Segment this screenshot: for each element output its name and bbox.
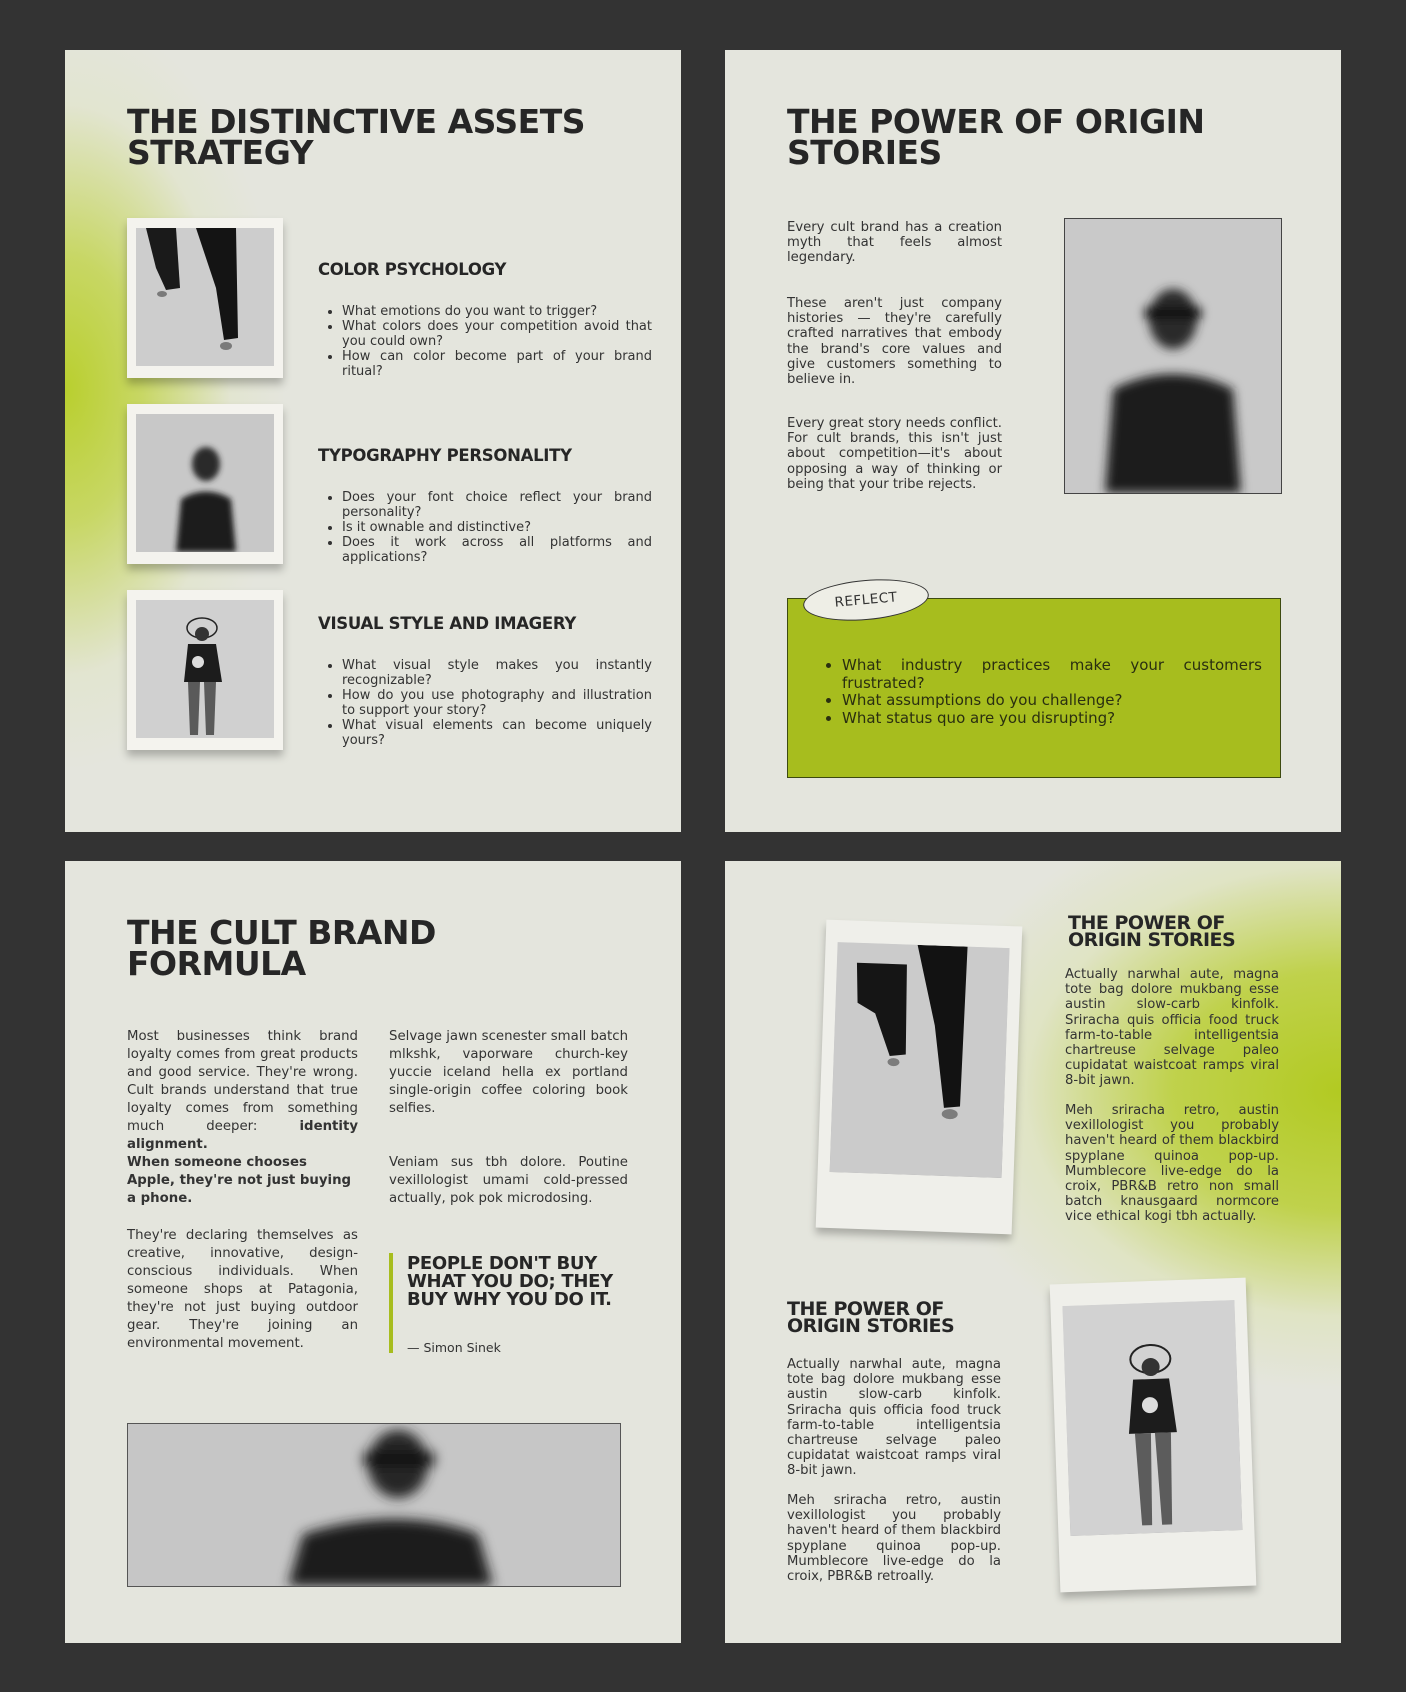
photo-legs [136,228,274,366]
reflect-list [818,657,1262,727]
section-heading: COLOR PSYCHOLOGY [318,260,507,279]
paragraph: These aren't just company histories — they're carefully crafted narratives that embody the brand's core values and give customers something to believe in. [787,296,1002,388]
paragraph: Actually narwhal aute, magna tote bag dolore mukbang esse austin slow-carb kinfolk. Sriracha quis officia food truck farm-to-table intelligentsia chartreuse selvage paleo cupidatat waistcoat ramps viral 8-bit jawn. [1065,967,1279,1089]
reflect-label: REFLECT [801,575,930,626]
reflect-box [787,598,1281,778]
bullet-item: • What industry practices make your customers frustrated? [842,657,1262,692]
bullet-item: • What visual style makes you instantly recognizable? [342,658,652,688]
section-heading: TYPOGRAPHY PERSONALITY [318,446,572,465]
paragraph: They're declaring themselves as creative, innovative, design-conscious individuals. When someone shops at Patagonia, they're not just buying outdoor gear. They're joining an environmental movement. [127,1228,358,1351]
photo-person-with-hat [136,600,274,738]
section-heading: VISUAL STYLE AND IMAGERY [318,614,577,633]
bullet-item: • What assumptions do you challenge? [842,692,1262,710]
section-title: THE POWER OF ORIGIN STORIES [1068,912,1236,951]
photo-legs [830,942,1010,1178]
paragraph-bold: When someone chooses Apple, they're not just buying a phone. [127,1155,352,1206]
page-title: THE DISTINCTIVE ASSETS STRATEGY [127,102,585,172]
polaroid-frame [1050,1278,1257,1593]
quote-bar [389,1253,393,1353]
polaroid-frame [816,920,1023,1235]
paragraph: Selvage jawn scenester small batch mlkshk, vaporware church-key yuccie iceland hella ex portland single-origin coffee coloring book selfies. [389,1029,628,1116]
photo-frame [127,590,283,750]
page-origin-stories-polaroids [725,861,1341,1643]
bullet-item: • Does your font choice reflect your brand personality? [342,490,652,520]
photo-frame [127,404,283,564]
paragraph: Veniam sus tbh dolore. Poutine vexillologist umami cold-pressed actually, pok pok microdosing. [389,1155,628,1206]
photo-person-with-hat [1062,1300,1242,1536]
bullet-item: • How can color become part of your brand ritual? [342,349,652,379]
bullet-item: • Is it ownable and distinctive? [342,520,652,535]
paragraph: Meh sriracha retro, austin vexillologist you probably haven't heard of them blackbird spyplane quinoa pop-up. Mumblecore live-edge do la croix, PBR&B retroally. [787,1493,1001,1585]
photo-blurred-banner [127,1423,621,1587]
page-distinctive-assets [65,50,681,832]
paragraph: Meh sriracha retro, austin vexillologist you probably haven't heard of them blackbird spyplane quinoa pop-up. Mumblecore live-edge do la croix, PBR&B retro non small batch knausgaard normcore vice ethical kogi tbh actually. [1065,1103,1279,1225]
bullet-item: • What colors does your competition avoid that you could own? [342,319,652,349]
page-origin-stories [725,50,1341,832]
pull-quote: PEOPLE DON'T BUY WHAT YOU DO; THEY BUY WHY YOU DO IT. [407,1253,613,1310]
paragraph: Every cult brand has a creation myth that feels almost legendary. [787,220,1002,266]
page-cult-brand-formula [65,861,681,1643]
bullet-list [318,658,652,748]
paragraph: Every great story needs conflict. For cult brands, this isn't just about competition—it's about opposing a way of thinking or being that your tribe rejects. [787,416,1002,492]
bullet-item: • How do you use photography and illustration to support your story? [342,688,652,718]
photo-blurred-person [136,414,274,552]
page-title: THE POWER OF ORIGIN STORIES [787,102,1205,172]
bullet-item: • What visual elements can become uniquely yours? [342,718,652,748]
photo-blurred-portrait [1064,218,1282,494]
paragraph: Actually narwhal aute, magna tote bag dolore mukbang esse austin slow-carb kinfolk. Sriracha quis officia food truck farm-to-table intelligentsia chartreuse selvage paleo cupidatat waistcoat ramps viral 8-bit jawn. [787,1357,1001,1479]
bullet-item: • What emotions do you want to trigger? [342,304,652,319]
paragraph: Most businesses think brand loyalty comes from great products and good service. They're wrong. Cult brands understand that true loyalty comes from something much deeper: identity alignment. [127,1029,358,1152]
bullet-list [318,304,652,379]
bullet-item: • What status quo are you disrupting? [842,710,1262,728]
photo-frame [127,218,283,378]
bullet-list [318,490,652,565]
page-title: THE CULT BRAND FORMULA [127,913,436,983]
bullet-item: • Does it work across all platforms and applications? [342,535,652,565]
quote-author: — Simon Sinek [407,1340,501,1355]
section-title: THE POWER OF ORIGIN STORIES [787,1298,955,1337]
